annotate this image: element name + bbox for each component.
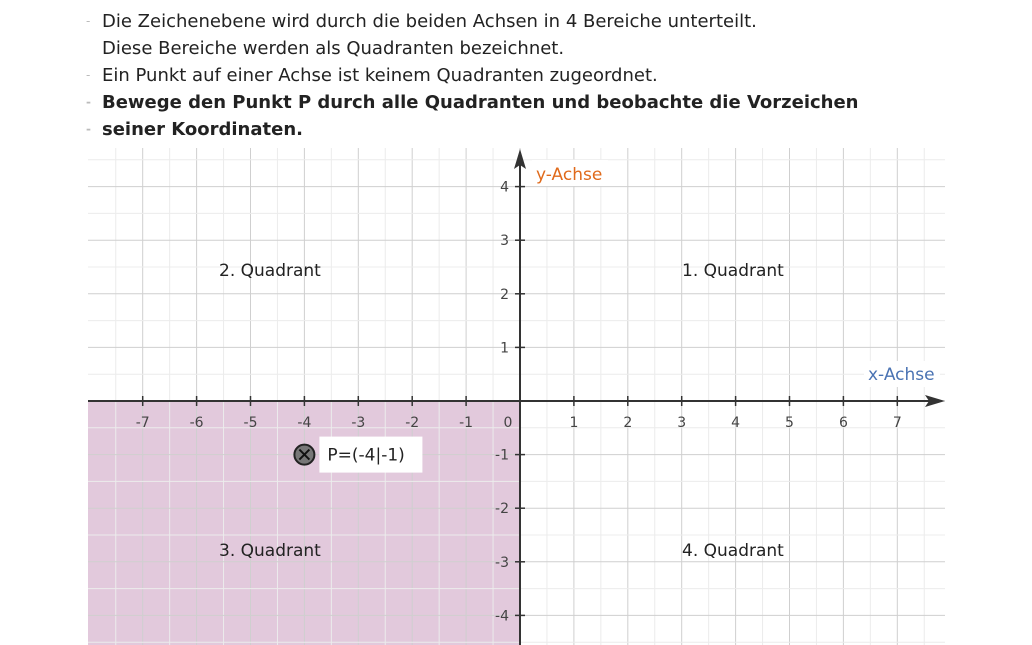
x-tick-label: -4 (297, 415, 312, 431)
x-tick-label: 5 (785, 415, 794, 431)
y-tick-label: 2 (500, 286, 509, 303)
y-tick-label: -2 (495, 501, 509, 518)
bullet-dash: - (86, 122, 91, 136)
x-tick-label: -3 (351, 415, 366, 431)
text-line-4-content: Bewege den Punkt P durch alle Quadranten und beobachte die Vorzeichen (102, 92, 859, 113)
x-tick-label: 7 (892, 415, 902, 431)
x-tick-label: -2 (405, 415, 420, 431)
quadrant-label-q2: 2. Quadrant (219, 261, 321, 281)
x-tick-label: 0 (503, 415, 513, 431)
y-axis-title: y-Achse (536, 165, 603, 185)
x-tick-label: 2 (623, 415, 633, 431)
quadrant-label-q4: 4. Quadrant (682, 541, 784, 561)
x-tick-label: 6 (838, 415, 848, 431)
x-tick-label: -1 (459, 415, 474, 431)
bullet-dash: - (86, 95, 91, 109)
y-tick-label: 4 (500, 179, 509, 196)
text-line-1-content: Die Zeichenebene wird durch die beiden Achsen in 4 Bereiche unterteilt. (102, 11, 757, 32)
bullet-dash: - (86, 68, 91, 82)
x-tick-label: -7 (135, 415, 150, 431)
y-tick-label: -1 (495, 447, 509, 464)
quadrant-label-q1: 1. Quadrant (682, 261, 784, 281)
y-tick-label: 3 (500, 233, 509, 250)
x-tick-label: -5 (243, 415, 258, 431)
x-tick-label: -6 (189, 415, 204, 431)
x-axis-title: x-Achse (868, 365, 935, 385)
y-tick-label: 1 (500, 340, 509, 357)
point-label: P=(-4|-1) (327, 445, 405, 466)
text-line-3-content: Ein Punkt auf einer Achse ist keinem Quadranten zugeordnet. (102, 65, 658, 86)
bullet-dash: - (86, 14, 91, 28)
y-tick-label: -4 (495, 608, 509, 625)
text-line-5-content: seiner Koordinaten. (102, 119, 303, 140)
x-tick-label: 4 (731, 415, 741, 431)
x-tick-label: 3 (677, 415, 687, 431)
text-line-2-content: Diese Bereiche werden als Quadranten bezeichnet. (102, 38, 565, 59)
x-tick-label: 1 (569, 415, 579, 431)
y-tick-label: -3 (495, 554, 509, 571)
quadrant-label-q3: 3. Quadrant (219, 541, 321, 561)
